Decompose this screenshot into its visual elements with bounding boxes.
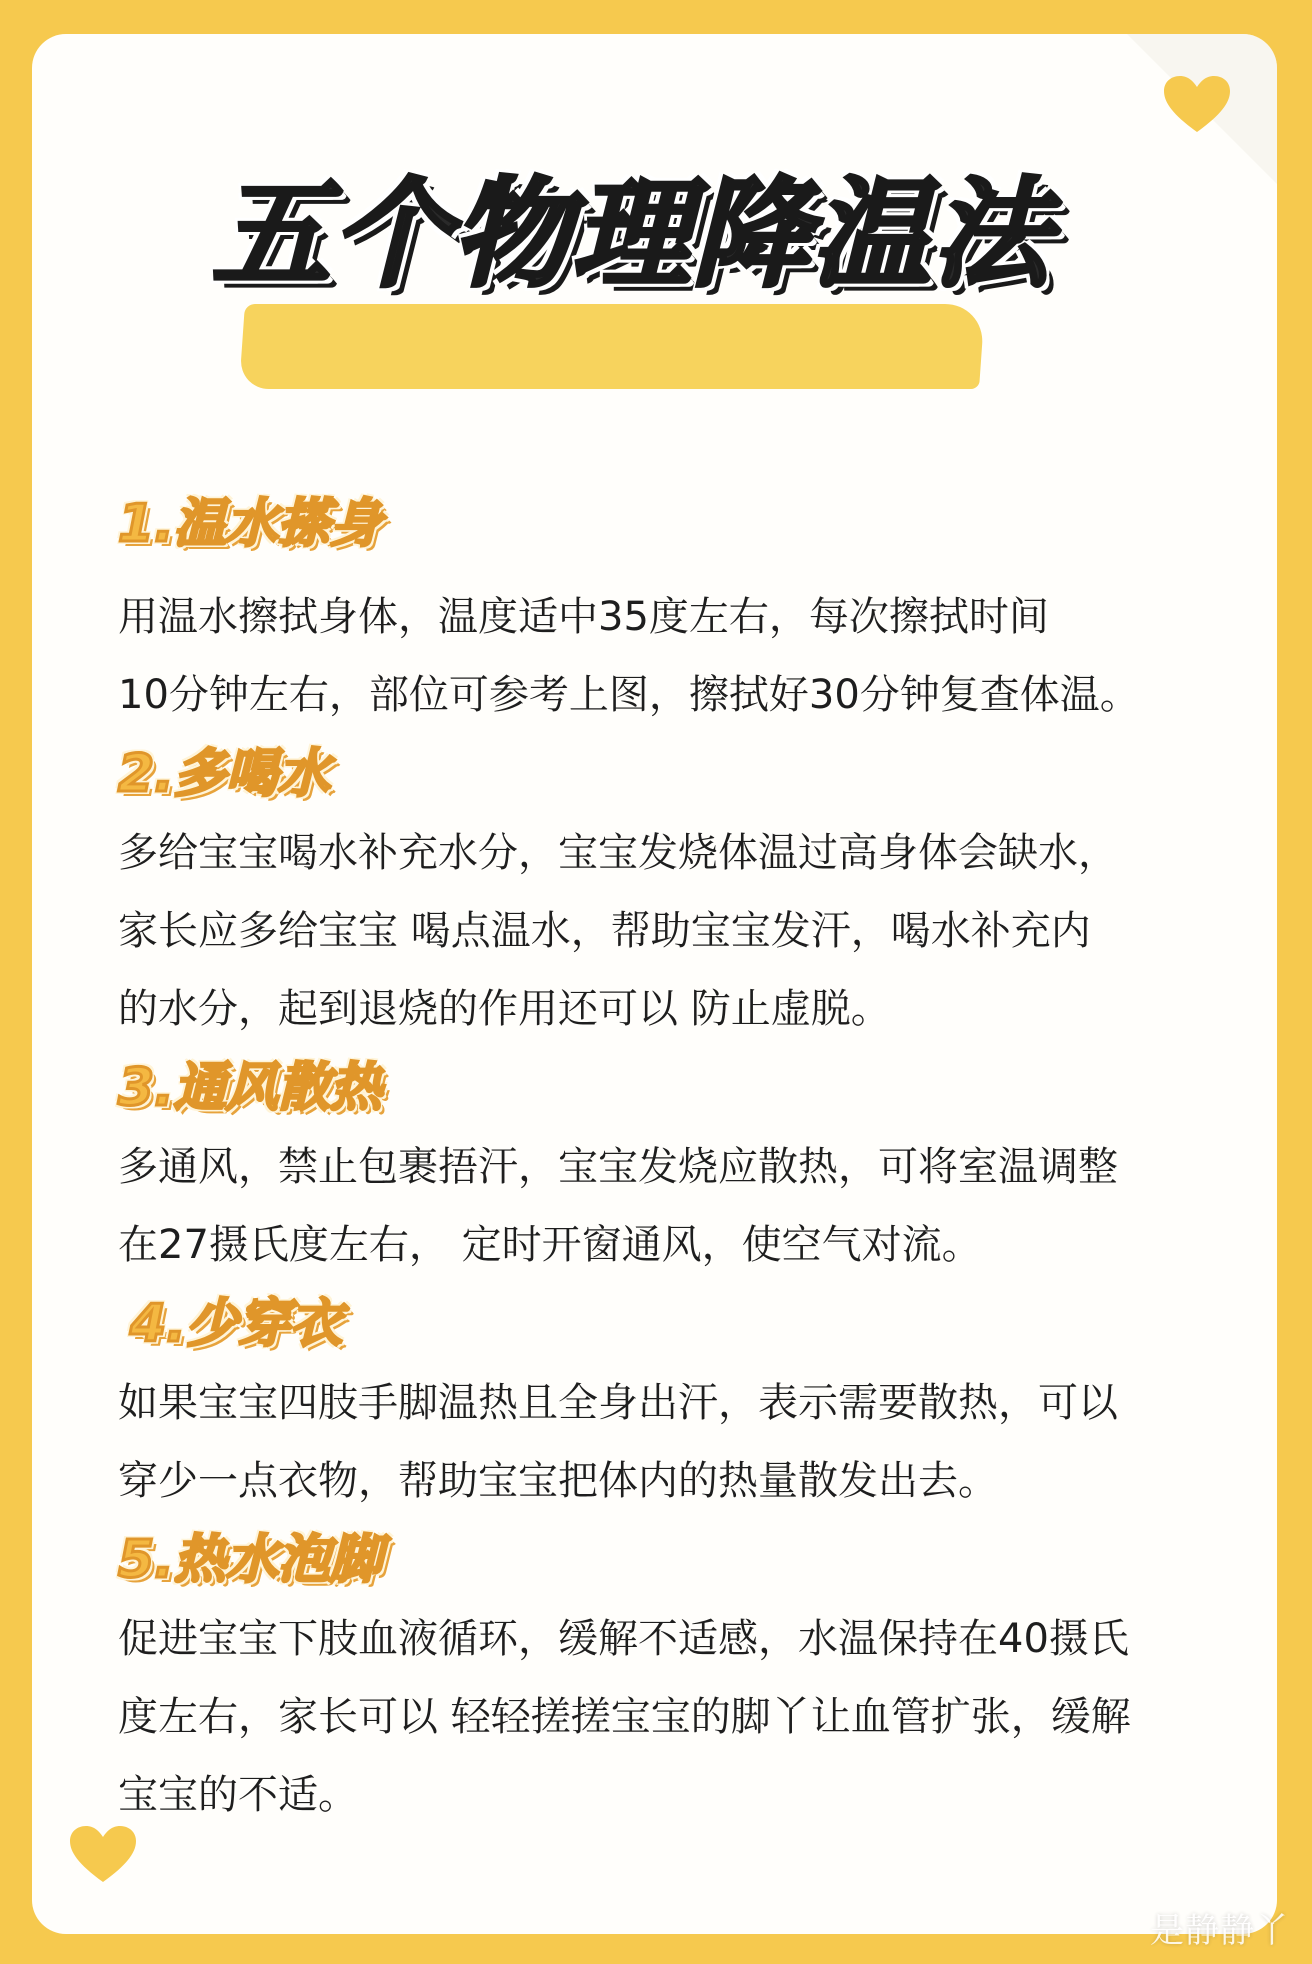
heart-icon: [1162, 74, 1232, 134]
tip-heading: 3.通风散热: [118, 1058, 382, 1118]
tip-heading: 5.热水泡脚: [118, 1530, 382, 1590]
watermark-text: 是静静丫: [1150, 1911, 1290, 1951]
tip-body: 多通风，禁止包裹捂汗，宝宝发烧应散热，可将室温调整 在27摄氏度左右， 定时开窗通风，使空气对流。: [118, 1144, 1118, 1268]
tip-body: 促进宝宝下肢血液循环，缓解不适感，水温保持在40摄氏 度左右，家长可以 轻轻搓搓宝宝的脚丫让血管扩张，缓解 宝宝的不适。: [118, 1616, 1131, 1818]
tip-section: [118, 484, 1258, 734]
tip-section: [118, 734, 1258, 1048]
tip-section: [118, 1048, 1258, 1284]
tip-body: 如果宝宝四肢手脚温热且全身出汗，表示需要散热，可以 穿少一点衣物，帮助宝宝把体内的热量散发出去。: [118, 1380, 1118, 1504]
tip-body: 多给宝宝喝水补充水分，宝宝发烧体温过高身体会缺水， 家长应多给宝宝 喝点温水，帮助宝宝发汗，喝水补充内 的水分，起到退烧的作用还可以 防止虚脱。: [118, 830, 1118, 1032]
title-block: [202, 154, 1082, 404]
tip-heading: 2.多喝水: [118, 744, 330, 804]
tip-section: [118, 1284, 1258, 1520]
content-card: [32, 34, 1277, 1934]
page-title: 五个物理降温法: [212, 165, 1053, 303]
tip-body: 用温水擦拭身体，温度适中35度左右，每次擦拭时间 10分钟左右，部位可参考上图，擦拭好30分钟复查体温。: [118, 594, 1140, 718]
title-highlight: [239, 304, 985, 389]
tip-section: [118, 1520, 1258, 1834]
tip-heading: 4.少穿衣: [130, 1294, 342, 1354]
heart-icon: [68, 1824, 138, 1884]
tips-list: [118, 484, 1258, 1834]
tip-heading: 1.温水搽身: [118, 494, 382, 554]
